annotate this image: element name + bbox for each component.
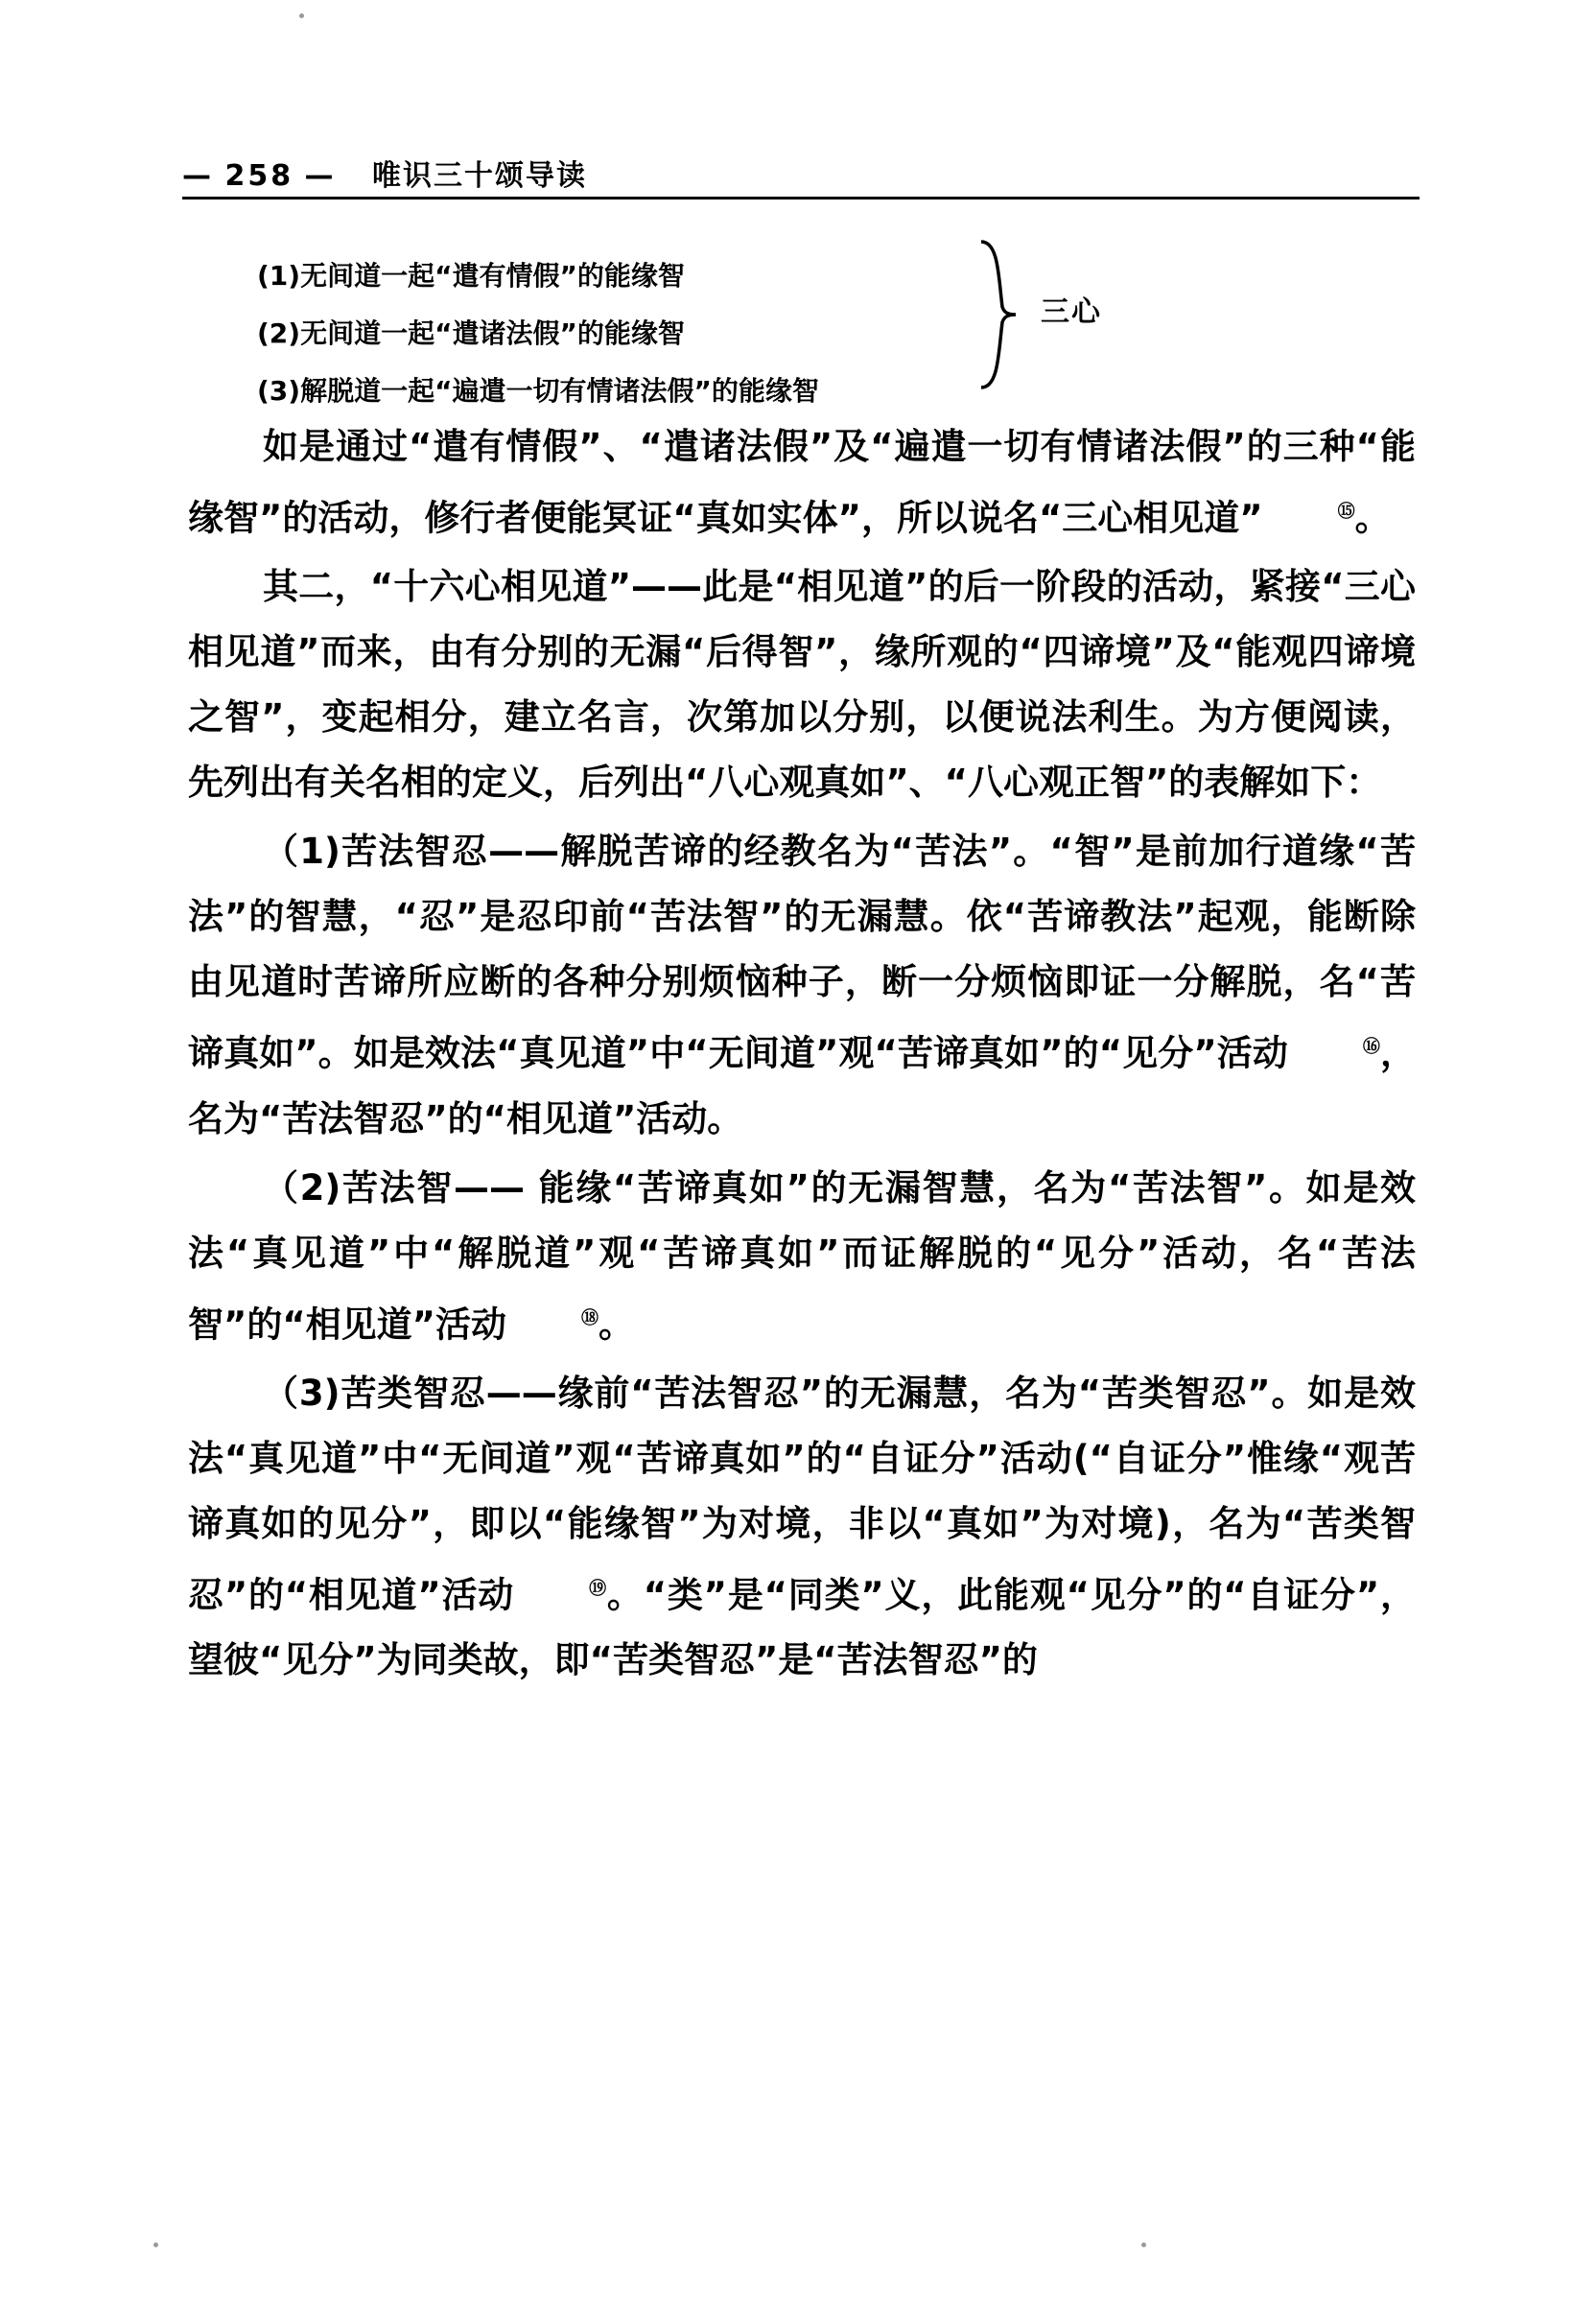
paragraph-3-cont: ，名为“苦法智忍”的“相见道”活动。 (188, 1032, 1416, 1139)
paragraph-3-text: （1)苦法智忍——解脱苦谛的经教名为“苦法”。“智”是前加行道缘“苦法”的智慧，“忍”是忍印前“苦法智”的无漏慧。依“苦谛教法”起观，能断除由见道时苦谛所应断的各种分别烦恼种子，断一分烦恼即证一分解脱，名“苦谛真如”。如是效法“真见道”中“无间道”观“苦谛真如”的“见分”活动 (188, 831, 1416, 1074)
page-number-dash-left: — (182, 159, 214, 193)
registration-dot-bottom-right (1141, 2242, 1146, 2247)
paragraph-2-text: 其二，“十六心相见道”——此是“相见道”的后一阶段的活动，紧接“三心相见道”而来，由有分别的无漏“后得智”，缘所观的“四谛境”及“能观四谛境之智”，变起相分，建立名言，次第加以分别，以便说法利生。为方便阅读，先列出有关名相的定义，后列出“八心观真如”、“八心观正智”的表解如下： (188, 566, 1416, 804)
paragraph-1-text: 如是通过“遣有情假”、“遣诸法假”及“遍遣一切有情诸法假”的三种“能缘智”的活动，修行者便能冥证“真如实体”，所以说名“三心相见道” (188, 426, 1416, 539)
paragraph-4 (188, 1156, 1416, 1357)
list-item: (1)无间道一起“遣有情假”的能缘智 (257, 260, 685, 292)
brace-label: 三心 (1041, 295, 1102, 329)
body-text (188, 414, 1416, 1697)
paragraph-4-end: 。 (598, 1303, 634, 1345)
footnote-mark: ⑲ (589, 1578, 607, 1599)
footnote-mark: ⑱ (580, 1307, 598, 1328)
paragraph-5 (188, 1361, 1416, 1693)
list-item: (2)无间道一起“遣诸法假”的能缘智 (257, 317, 685, 349)
registration-dot-top-left (299, 13, 304, 18)
paragraph-5-text: （3)苦类智忍——缘前“苦法智忍”的无漏慧，名为“苦类智忍”。如是效法“真见道”中“无间道”观“苦谛真如”的“自证分”活动(“自证分”惟缘“观苦谛真如的见分”，即以“能缘智”为对境，非以“真如”为对境)，名为“苦类智忍”的“相见道”活动 (188, 1372, 1416, 1616)
paragraph-2 (188, 554, 1416, 815)
header-rule (182, 197, 1420, 200)
running-title: 唯识三十颂导读 (371, 159, 587, 193)
page-number-dash-right: — (304, 159, 337, 193)
paragraph-5-cont: 。“类”是“同类”义，此能观“见分”的“自证分”，望彼“见分”为同类故，即“苦类智忍”是“苦法智忍”的 (188, 1574, 1417, 1681)
registration-dot-bottom-left (153, 2242, 158, 2247)
paragraph-1 (188, 414, 1416, 551)
paragraph-3 (188, 819, 1416, 1151)
paragraph-1-end: 。 (1354, 497, 1391, 539)
paragraph-4-text: （2)苦法智—— 能缘“苦谛真如”的无漏智慧，名为“苦法智”。如是效法“真见道”中“解脱道”观“苦谛真如”而证解脱的“见分”活动，名“苦法智”的“相见道”活动 (188, 1166, 1416, 1345)
footnote-mark: ⑮ (1337, 502, 1355, 522)
page-header (182, 152, 1420, 194)
footnote-mark: ⑯ (1362, 1037, 1380, 1058)
page-number: 258 (224, 159, 294, 193)
list-item: (3)解脱道一起“遍遣一切有情诸法假”的能缘智 (257, 375, 819, 407)
